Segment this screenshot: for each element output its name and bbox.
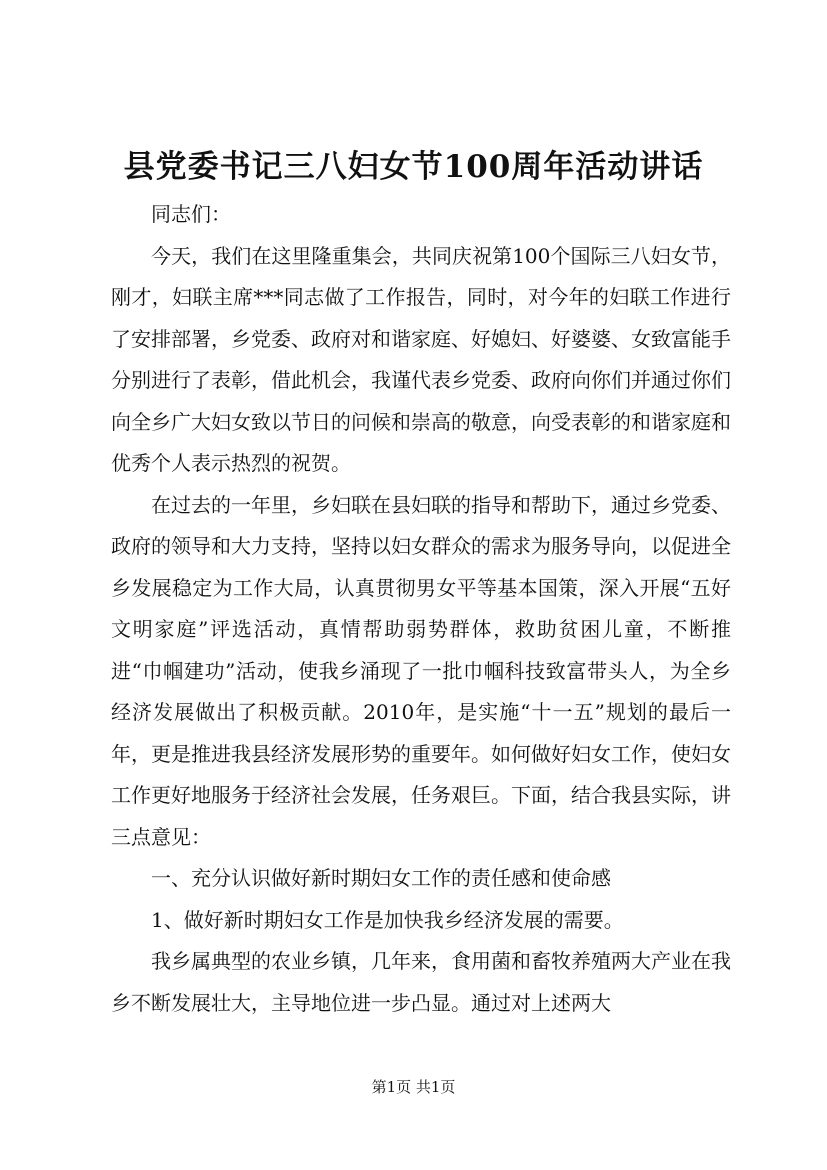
page-footer: 第1页 共1页 [371, 1078, 456, 1096]
document-body [111, 194, 731, 1024]
section-heading: 一、充分认识做好新时期妇女工作的责任感和使命感 [151, 866, 611, 890]
paragraph-salutation: 同志们： [151, 202, 231, 226]
paragraph-agriculture: 我乡属典型的农业乡镇，几年来，食用菌和畜牧养殖两大产业在我乡不断发展壮大，主导地位进一步凸显。通过对上述两大 [111, 949, 731, 1015]
paragraph-past-year: 在过去的一年里，乡妇联在县妇联的指导和帮助下，通过乡党委、政府的领导和大力支持，坚持以妇女群众的需求为服务导向，以促进全乡发展稳定为工作大局，认真贯彻男女平等基本国策，深入开展“五好文明家庭”评选活动，真情帮助弱势群体，救助贫困儿童，不断推进“巾帼建功”活动，使我乡涌现了一批巾帼科技致富带头人，为全乡经济发展做出了积极贡献。2010年，是实施“十一五”规划的最后一年，更是推进我县经济发展形势的重要年。如何做好妇女工作，使妇女工作更好地服务于经济社会发展，任务艰巨。下面，结合我县实际，讲三点意见： [111, 492, 731, 849]
document-title: 县党委书记三八妇女节100周年活动讲话 [123, 149, 704, 185]
subsection-heading: 1、做好新时期妇女工作是加快我乡经济发展的需要。 [151, 907, 624, 932]
paragraph-opening: 今天，我们在这里隆重集会，共同庆祝第100个国际三八妇女节，刚才，妇联主席***同志做了工作报告，同时，对今年的妇联工作进行了安排部署，乡党委、政府对和谐家庭、好媳妇、好婆婆、女致富能手分别进行了表彰，借此机会，我谨代表乡党委、政府向你们并通过你们向全乡广大妇女致以节日的问候和崇高的敬意，向受表彰的和谐家庭和优秀个人表示热烈的祝贺。 [111, 243, 731, 475]
